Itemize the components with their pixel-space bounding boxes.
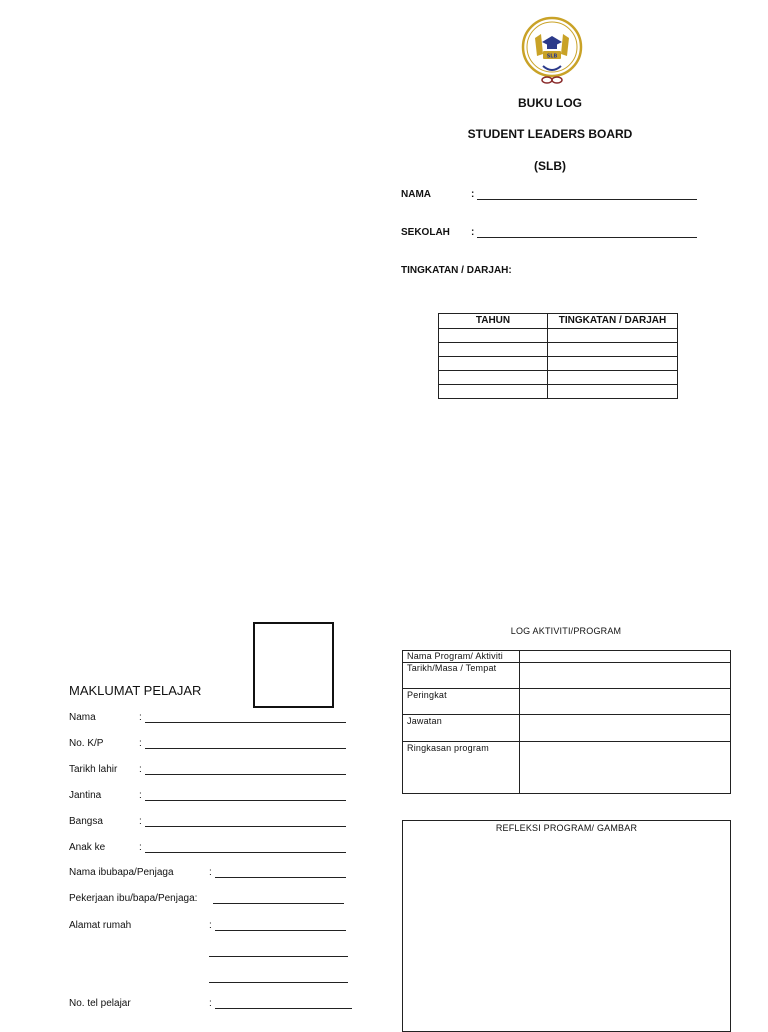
field-sep: :	[139, 816, 142, 827]
log-row-label: Tarikh/Masa / Tempat	[403, 663, 520, 689]
field-input-tel[interactable]	[215, 1008, 352, 1009]
field-label-alamat: Alamat rumah	[69, 920, 132, 931]
log-title: LOG AKTIVITI/PROGRAM	[510, 626, 622, 636]
field-sep: :	[139, 738, 142, 749]
field-input-tarikh-lahir[interactable]	[145, 774, 346, 775]
field-label-tarikh-lahir: Tarikh lahir	[69, 764, 118, 775]
svg-text:SLB: SLB	[546, 53, 558, 60]
log-row-label: Nama Program/ Aktiviti	[403, 651, 520, 663]
table-cell[interactable]	[548, 385, 678, 399]
field-sep: :	[209, 998, 212, 1009]
cover-nama-sep: :	[471, 189, 475, 200]
slb-logo	[521, 16, 583, 86]
field-input-pekerjaan[interactable]	[213, 903, 344, 904]
field-sep: :	[209, 867, 212, 878]
log-row-value[interactable]	[520, 689, 731, 715]
table-cell[interactable]	[548, 357, 678, 371]
cover-sekolah-label: SEKOLAH	[401, 227, 450, 238]
table-cell[interactable]	[439, 371, 548, 385]
cover-nama-label: NAMA	[401, 189, 431, 200]
tingkatan-table	[438, 313, 678, 399]
log-table	[402, 650, 731, 794]
field-label-nama: Nama	[69, 712, 96, 723]
field-input-alamat-1[interactable]	[215, 930, 346, 931]
cover-title-board: STUDENT LEADERS BOARD	[467, 127, 633, 141]
field-label-tel: No. tel pelajar	[69, 998, 131, 1009]
field-sep: :	[139, 842, 142, 853]
table-header-tingkatan: TINGKATAN / DARJAH	[548, 314, 678, 329]
log-row-label: Peringkat	[403, 689, 520, 715]
cover-title-buku-log: BUKU LOG	[518, 96, 582, 110]
log-row-label: Ringkasan program	[403, 742, 520, 794]
log-row-value[interactable]	[520, 742, 731, 794]
table-cell[interactable]	[548, 371, 678, 385]
reflection-title: REFLEKSI PROGRAM/ GAMBAR	[495, 823, 638, 833]
student-heading: MAKLUMAT PELAJAR	[69, 683, 202, 698]
field-input-nama[interactable]	[145, 722, 346, 723]
field-input-alamat-3[interactable]	[209, 982, 348, 983]
field-sep: :	[139, 712, 142, 723]
field-label-kp: No. K/P	[69, 738, 104, 749]
field-input-alamat-2[interactable]	[209, 956, 348, 957]
field-input-ibubapa[interactable]	[215, 877, 346, 878]
field-input-kp[interactable]	[145, 748, 346, 749]
field-label-jantina: Jantina	[69, 790, 102, 801]
field-input-bangsa[interactable]	[145, 826, 346, 827]
table-cell[interactable]	[439, 329, 548, 343]
cover-title-slb: (SLB)	[534, 159, 566, 173]
table-cell[interactable]	[548, 329, 678, 343]
reflection-box[interactable]	[402, 820, 731, 1032]
field-sep: :	[209, 920, 212, 931]
log-row-label: Jawatan	[403, 715, 520, 742]
field-input-jantina[interactable]	[145, 800, 346, 801]
field-sep: :	[139, 764, 142, 775]
cover-sekolah-field[interactable]	[477, 237, 697, 238]
log-row-value[interactable]	[520, 663, 731, 689]
log-row-value[interactable]	[520, 651, 731, 663]
field-input-anak-ke[interactable]	[145, 852, 346, 853]
field-label-pekerjaan: Pekerjaan ibu/bapa/Penjaga:	[69, 893, 198, 904]
cover-nama-field[interactable]	[477, 199, 697, 200]
cover-tingkatan-label: TINGKATAN / DARJAH:	[401, 265, 512, 276]
table-header-tahun: TAHUN	[439, 314, 548, 329]
table-cell[interactable]	[439, 343, 548, 357]
log-row-value[interactable]	[520, 715, 731, 742]
photo-box	[253, 622, 334, 708]
table-cell[interactable]	[439, 357, 548, 371]
table-cell[interactable]	[548, 343, 678, 357]
field-label-anak-ke: Anak ke	[69, 842, 106, 853]
cover-sekolah-sep: :	[471, 227, 475, 238]
field-label-bangsa: Bangsa	[69, 816, 103, 827]
field-sep: :	[139, 790, 142, 801]
table-cell[interactable]	[439, 385, 548, 399]
field-label-ibubapa: Nama ibubapa/Penjaga	[69, 867, 174, 878]
